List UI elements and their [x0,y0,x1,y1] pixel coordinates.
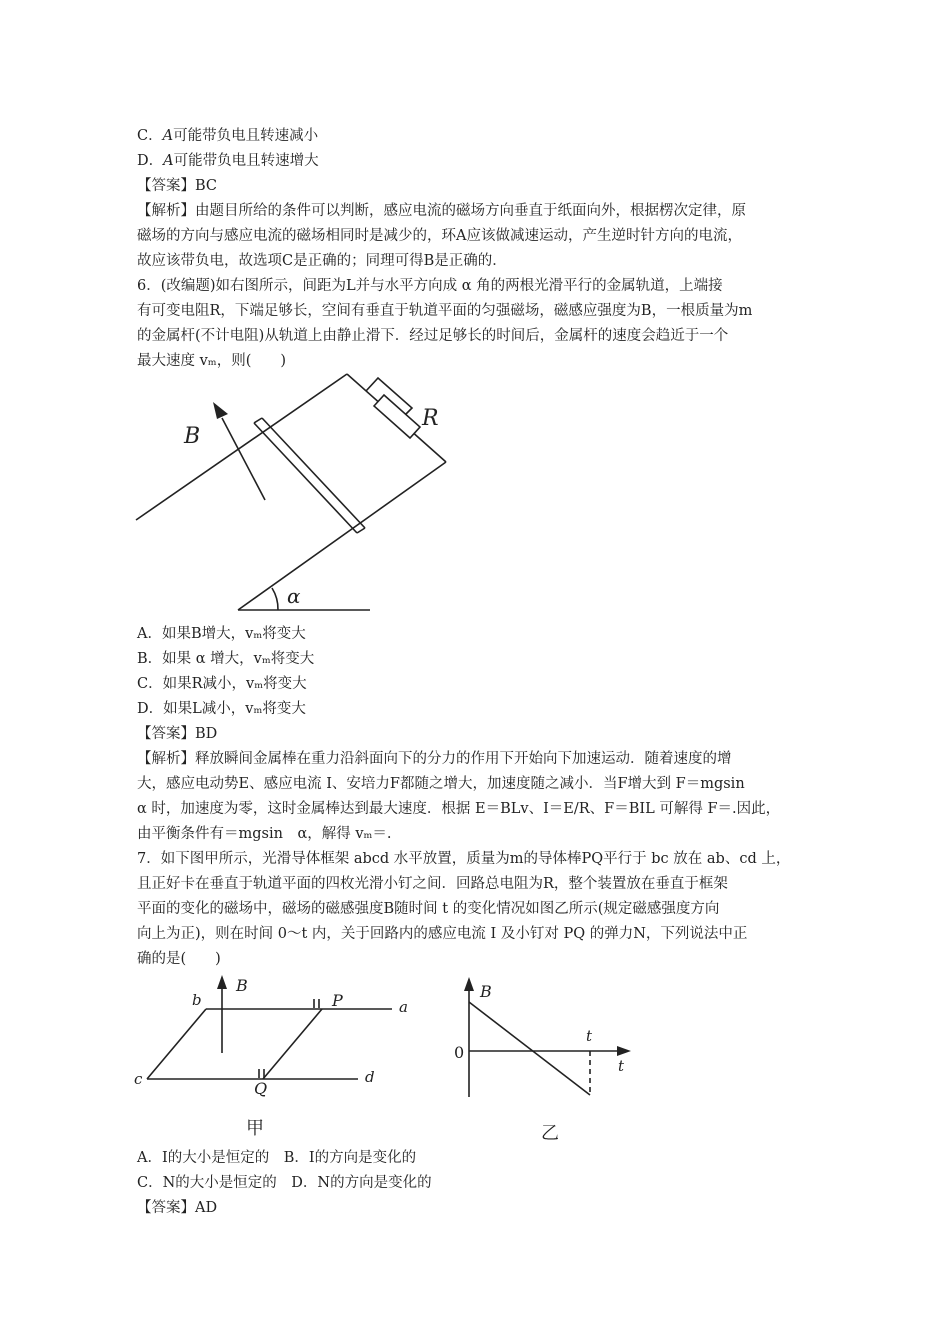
vertex-label-b: b [192,991,202,1009]
q5-analysis-line: 【解析】由题目所给的条件可以判断，感应电流的磁场方向垂直于纸面向外，根据楞次定律，原 [137,203,746,219]
rod-end-label-p: P [332,991,343,1010]
q7-stem-line: 确的是( ) [137,951,221,967]
graph-axis-label-b: B [480,982,492,1001]
q6-analysis-line: α 时，加速度为零，这时金属棒达到最大速度．根据 E＝BLv、I＝E/R、F＝BIL 可解得 F＝.因此， [137,801,781,817]
q7-stem-line: 且正好卡在垂直于轨道平面的四枚光滑小钉之间．回路总电阻为R，整个装置放在垂直于框架 [137,876,728,892]
figure-caption-jia: 甲 [246,1118,264,1139]
option-var: A [162,128,174,144]
vertex-label-c: c [134,1070,143,1088]
q6-analysis-line: 大，感应电动势E、感应电流 I、安培力F都随之增大，加速度随之减小．当F增大到 F＝mgsin [137,776,745,792]
q7-options-line: A．I的大小是恒定的 B．I的方向是变化的 [137,1150,417,1166]
q6-stem-line: 有可变电阻R，下端足够长，空间有垂直于轨道平面的匀强磁场，磁感应强度为B，一根质量为m [137,303,753,319]
q6-stem-line: 最大速度 vₘ，则( ) [137,353,287,369]
q5-answer: 【答案】BC [137,178,218,194]
q5-option-d [137,151,319,171]
graph-axis-label-t: t [618,1057,625,1075]
field-label-b: B [184,424,201,449]
q7-answer: 【答案】AD [137,1200,218,1216]
option-text: 可能带负电且转速增大 [173,153,319,169]
vertex-label-a: a [399,998,408,1016]
q6-option-c: C．如果R减小，vₘ将变大 [137,676,307,692]
q7-stem-line: 平面的变化的磁场中，磁场的磁感强度B随时间 t 的变化情况如图乙所示(规定磁感强度方向 [137,901,720,917]
q7-stem-line: 7．如下图甲所示，光滑导体框架 abcd 水平放置，质量为m的导体棒PQ平行于 bc 放在 ab、cd 上， [137,851,791,867]
rod-end-label-q: Q [254,1079,268,1098]
q7-stem-line: 向上为正)，则在时间 0～t 内，关于回路内的感应电流 I 及小钉对 PQ 的弹力N，下列说法中正 [137,926,748,942]
q5-analysis-line: 磁场的方向与感应电流的磁场相同时是减少的，环A应该做减速运动，产生逆时针方向的电流， [137,228,742,244]
graph-t-mark-label: t [586,1027,593,1045]
q6-stem-line: 的金属杆(不计电阻)从轨道上由静止滑下．经过足够长的时间后，金属杆的速度会趋近于一个 [137,328,729,344]
angle-label-alpha: α [287,584,301,608]
field-label-b: B [236,976,248,995]
q6-analysis-line: 由平衡条件有＝mgsin α，解得 vₘ＝. [137,826,392,842]
q6-answer: 【答案】BD [137,726,218,742]
option-letter: D． [137,153,164,169]
q7-options-line: C．N的大小是恒定的 D．N的方向是变化的 [137,1175,432,1191]
q6-option-a: A．如果B增大，vₘ将变大 [137,626,306,642]
q5-analysis-line: 故应该带负电，故选项C是正确的；同理可得B是正确的． [137,253,507,269]
option-var: A [163,153,174,169]
vertex-label-d: d [365,1068,375,1086]
figure-caption-yi: 乙 [541,1123,559,1144]
q6-analysis-line: 【解析】释放瞬间金属棒在重力沿斜面向下的分力的作用下开始向下加速运动．随着速度的增 [137,751,732,767]
q5-option-c [137,126,318,146]
graph-origin-label: 0 [454,1043,465,1062]
option-text: 可能带负电且转速减小 [173,128,319,144]
q6-option-d: D．如果L减小，vₘ将变大 [137,701,306,717]
q6-stem-line: 6．(改编题)如右图所示，间距为L并与水平方向成 α 角的两根光滑平行的金属轨道，上端接 [137,278,723,294]
option-letter: C． [137,128,163,144]
q6-option-b: B．如果 α 增大，vₘ将变大 [137,651,315,667]
resistor-label-r: R [422,406,439,431]
